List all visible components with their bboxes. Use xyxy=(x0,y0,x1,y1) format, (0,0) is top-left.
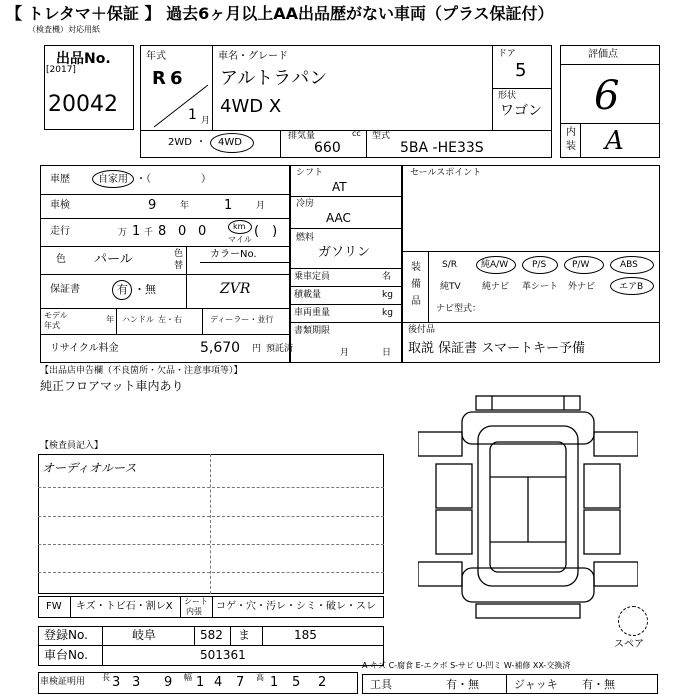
registration-num2: 185 xyxy=(294,628,317,642)
cert-v4: 1 xyxy=(196,675,205,690)
recycle-label: リサイクル料金 xyxy=(50,343,119,354)
doors-label: ドア xyxy=(498,49,516,59)
doc-deadline-label: 書類期限 xyxy=(294,326,331,336)
store-note-value: 純正フロアマット車内あり xyxy=(40,379,184,393)
mileage-v3: 0 xyxy=(178,224,187,239)
displacement-value: 660 xyxy=(314,140,341,156)
shift-label: シフト xyxy=(296,168,324,178)
store-note-label: 【出品店申告欄（不良箇所・欠品・注意事項等）】 xyxy=(40,366,243,376)
weight-unit: kg xyxy=(382,308,393,318)
inspection-year: 9 xyxy=(148,198,157,213)
chassis-value: 501361 xyxy=(200,648,246,662)
sub-note: （検査機）対応用紙 xyxy=(28,25,100,34)
drive-dot: ・ xyxy=(196,137,206,148)
displacement-label: 排気量 xyxy=(288,131,316,141)
model-year-label-1: モデル xyxy=(44,311,68,320)
mileage-sen: 千 xyxy=(144,228,154,238)
aircon-label: 冷房 xyxy=(296,199,315,209)
legend: A-キズ C-腐食 E-エクボ S-サビ U-凹ミ W-補修 XX-交換済 xyxy=(362,661,571,670)
equip-airbag: エアB xyxy=(619,282,644,292)
registration-num: 582 xyxy=(200,628,223,642)
chassis-label: 車台No. xyxy=(44,648,88,662)
interior-label-2: 装 xyxy=(566,141,576,152)
fuel-label: 燃料 xyxy=(296,233,315,243)
equip-aw: 純A/W xyxy=(481,260,509,270)
weight-label: 車両重量 xyxy=(294,308,331,318)
history-rest: ・（ ） xyxy=(136,174,211,185)
car-diagram xyxy=(418,392,638,622)
color-label: 色 xyxy=(56,254,66,265)
equip-sr: S/R xyxy=(442,260,457,270)
mileage-km: km xyxy=(233,222,246,231)
doc-deadline-month: 月 xyxy=(340,348,350,358)
recycle-unit: 円 xyxy=(252,344,262,354)
warranty-opt1: 有 xyxy=(117,283,128,296)
mileage-v4: 0 xyxy=(198,224,207,239)
cert-label: 車検証明用 xyxy=(40,677,86,687)
fuel-value: ガソリン xyxy=(318,245,371,260)
mileage-v1: 1 xyxy=(132,224,141,239)
equipment-label-1: 装 xyxy=(411,262,421,273)
score-label: 評価点 xyxy=(588,49,618,60)
cert-v7: 1 xyxy=(270,675,279,690)
equipment-label-3: 品 xyxy=(411,296,421,307)
color-code: ZVR xyxy=(220,281,251,297)
cert-unit-1: 長 xyxy=(102,673,110,682)
color-code-label: カラーNo. xyxy=(210,249,257,260)
displacement-unit: cc xyxy=(352,129,361,138)
capacity-unit: 名 xyxy=(382,272,392,282)
model-grade: 4WD X xyxy=(220,96,282,117)
inspector-value: オーディオルース xyxy=(42,461,137,475)
codes-fw: FW xyxy=(46,601,62,612)
year-month-unit: 月 xyxy=(201,116,211,126)
lot-label: 出品No. xyxy=(56,51,111,67)
sales-point-label: セールスポイント xyxy=(410,168,482,178)
cert-v2: 3 xyxy=(132,675,141,690)
spare-circle xyxy=(618,606,648,636)
tools-value: 有・無 xyxy=(446,678,479,691)
warranty-rest: ・無 xyxy=(134,283,156,296)
cert-v5: 4 xyxy=(214,675,223,690)
mileage-v2: 8 xyxy=(158,224,167,239)
codes-seat-2: 内張 xyxy=(186,607,202,616)
inspection-label: 車検 xyxy=(50,200,70,211)
lot-year-stamp: [2017] xyxy=(46,65,76,75)
interior-value: A xyxy=(605,126,624,156)
equip-pw: P/W xyxy=(572,260,590,270)
year-value: 6 xyxy=(170,68,183,89)
tools-label: 工具 xyxy=(370,678,392,691)
after-value: 取説 保証書 スマートキー予備 xyxy=(408,341,586,356)
cert-unit-3: 高 xyxy=(256,673,264,682)
drive-2wd: 2WD xyxy=(168,137,192,148)
shape-label: 形状 xyxy=(498,91,517,101)
history-opt1: 自家用 xyxy=(98,174,128,185)
model-name: アルトラパン xyxy=(220,68,328,89)
registration-pref: 岐阜 xyxy=(132,628,157,642)
recycle-note: 預託済 xyxy=(266,344,294,354)
mileage-label: 走行 xyxy=(50,226,70,237)
codes-seat-text: コゲ・穴・汚レ・シミ・破レ・スレ xyxy=(216,601,376,612)
capacity-label: 乗車定員 xyxy=(294,272,331,282)
inspection-month: 1 xyxy=(224,198,233,213)
drive-4wd: 4WD xyxy=(218,137,242,148)
mileage-man: 万 xyxy=(118,228,128,238)
color-repaint-1: 色 xyxy=(174,249,184,259)
equip-abs: ABS xyxy=(620,260,638,270)
model-year-dealer: ディーラー・並行 xyxy=(210,315,274,324)
type-label: 型式 xyxy=(372,131,391,141)
load-unit: kg xyxy=(382,290,393,300)
jack-value: 有・無 xyxy=(582,678,615,691)
registration-kana: ま xyxy=(238,628,251,642)
score-value: 6 xyxy=(594,73,620,119)
mileage-paren: ( ) xyxy=(254,224,278,239)
registration-label: 登録No. xyxy=(44,628,88,642)
cert-v8: 5 xyxy=(292,675,301,690)
shift-value: AT xyxy=(332,180,347,194)
type-value: 5BA -HE33S xyxy=(400,140,484,156)
equipment-label-2: 備 xyxy=(411,279,421,290)
mileage-mile: マイル xyxy=(228,235,252,244)
color-repaint-2: 替 xyxy=(174,261,184,271)
codes-seat: シート xyxy=(184,597,208,606)
inspector-label: 【検査員記入】 xyxy=(40,441,104,451)
doors-value: 5 xyxy=(515,60,527,81)
warranty-label: 保証書 xyxy=(50,284,80,295)
inspection-year-unit: 年 xyxy=(180,201,190,211)
equip-ps: P/S xyxy=(532,260,547,270)
equip-leather: 革シート xyxy=(522,282,559,292)
spare-label: スペア xyxy=(614,639,644,650)
recycle-value: 5,670 xyxy=(200,340,241,356)
equip-tv: 純TV xyxy=(440,282,461,292)
cert-unit-2: 幅 xyxy=(184,673,192,682)
equip-navi: 純ナビ xyxy=(482,282,510,292)
model-year-unit: 年 xyxy=(106,315,114,324)
cert-v6: 7 xyxy=(236,675,245,690)
header-title: 【 トレタマ＋保証 】 過去6ヶ月以上AA出品歴がない車両（プラス保証付） xyxy=(6,4,554,23)
aircon-value: AAC xyxy=(326,211,351,225)
model-year-lr: 左・右 xyxy=(158,315,182,324)
equip-ext-navi: 外ナビ xyxy=(568,282,596,292)
cert-v3: 9 xyxy=(164,675,173,690)
equip-navi-model: ナビ型式： xyxy=(436,304,482,314)
lot-number: 20042 xyxy=(48,92,118,117)
model-year-label-2: 年式 xyxy=(44,321,60,330)
history-label: 車歴 xyxy=(50,174,70,185)
load-label: 積載量 xyxy=(294,290,322,300)
inspection-month-unit: 月 xyxy=(256,201,266,211)
model-year-handle: ハンドル xyxy=(122,315,154,324)
shape-value: ワゴン xyxy=(500,103,542,119)
model-label: 車名・グレード xyxy=(218,51,288,62)
cert-v9: 2 xyxy=(318,675,327,690)
interior-label-1: 内 xyxy=(566,127,576,138)
inspector-box xyxy=(38,454,384,594)
after-label: 後付品 xyxy=(408,325,436,335)
doc-deadline-day: 日 xyxy=(382,348,392,358)
color-value: パール xyxy=(94,252,133,267)
year-era: R xyxy=(152,68,166,89)
year-label: 年式 xyxy=(146,51,166,62)
cert-v1: 3 xyxy=(112,675,121,690)
codes-fw-text: キズ・トビ石・割レX xyxy=(76,601,173,612)
year-month: 1 xyxy=(188,107,197,123)
jack-label: ジャッキ xyxy=(514,678,558,691)
